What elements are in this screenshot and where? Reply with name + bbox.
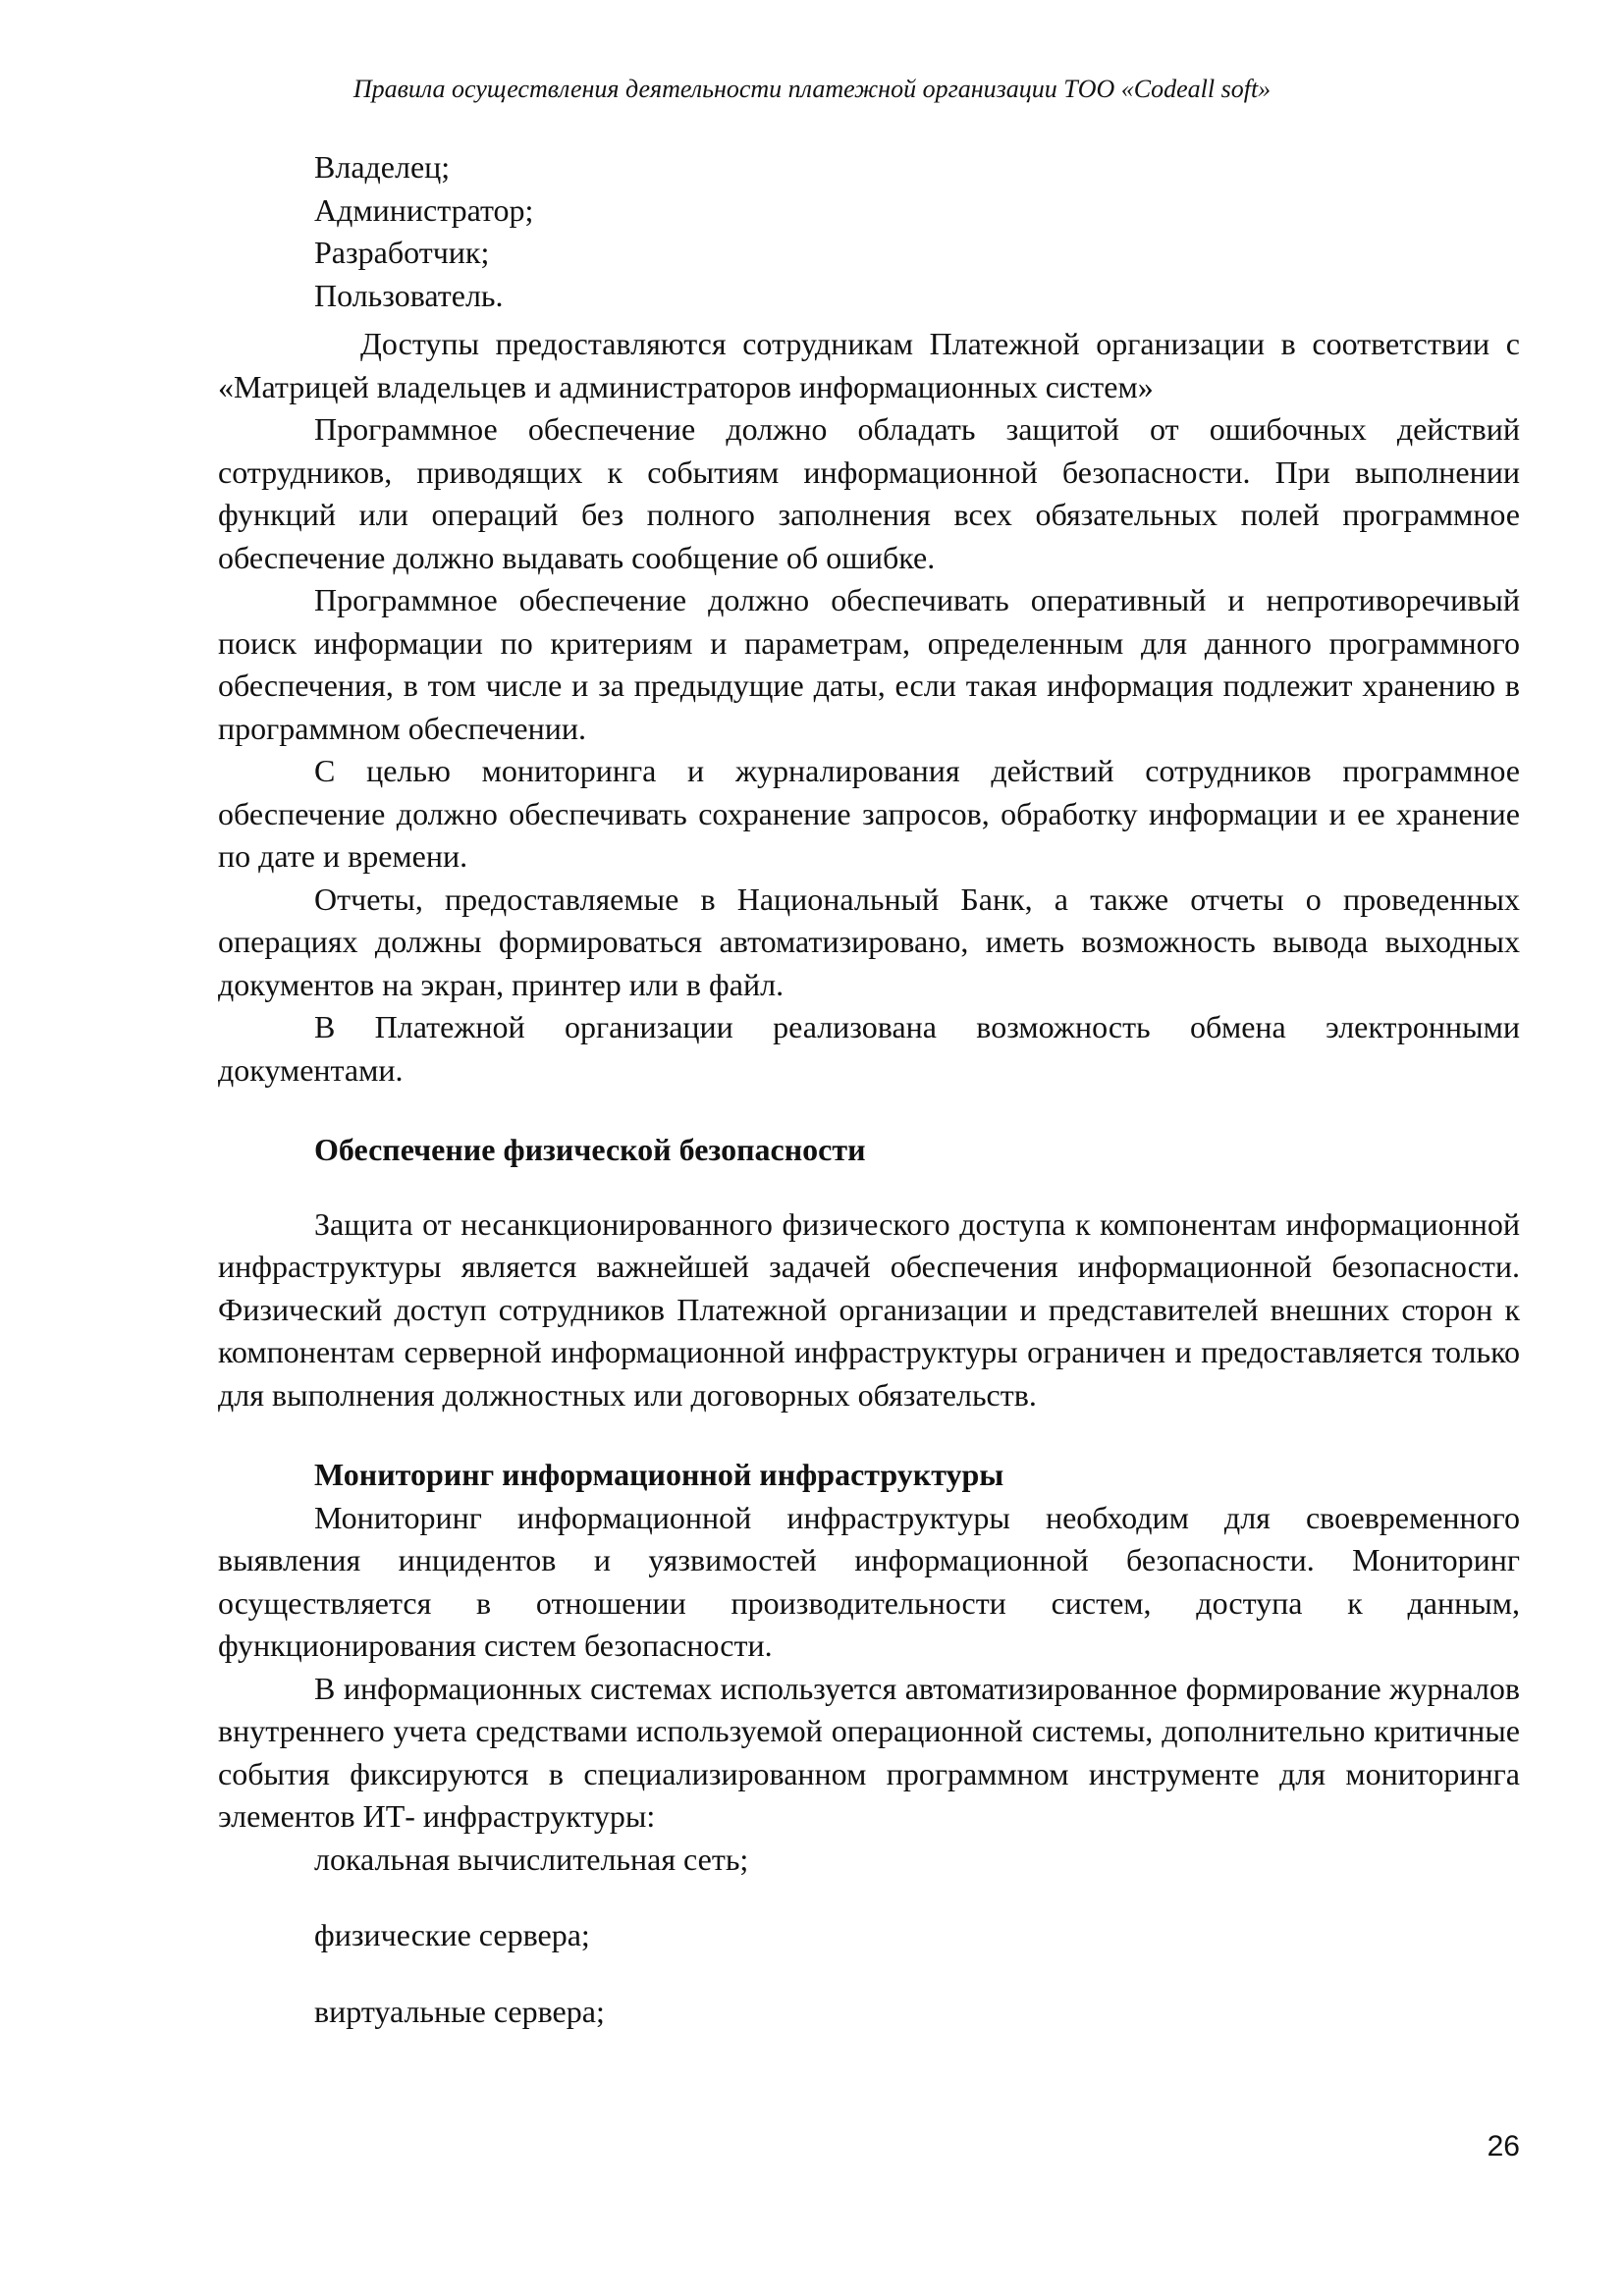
physical-security-heading: Обеспечение физической безопасности [314, 1132, 866, 1167]
search-paragraph: Программное обеспечение должно обеспечивать оперативный и непротиворечивый поиск информации по критериям и параметрам, определенным для данного программного обеспечения, в том числе и за предыдущие даты, если такая информация подлежит хранению в программном обеспечении. [218, 582, 1520, 746]
edocs-paragraph: В Платежной организации реализована возможность обмена электронными документами. [218, 1009, 1520, 1088]
role-item: Разработчик; [314, 235, 490, 270]
monitoring-heading: Мониторинг информационной инфраструктуры [314, 1457, 1004, 1492]
document-body [218, 146, 1520, 2033]
monitoring-paragraph: Мониторинг информационной инфраструктуры необходим для своевременного выявления инцидентов и уязвимостей информационной безопасности. Мониторинг осуществляется в отношении производительности систем, доступа к данным, функционирования систем безопасности. [218, 1499, 1520, 1663]
monitoring-item: виртуальные сервера; [314, 1993, 605, 2029]
reports-paragraph: Отчеты, предоставляемые в Национальный Банк, а также отчеты о проведенных операциях должны формироваться автоматизировано, иметь возможность вывода выходных документов на экран, принтер или в файл. [218, 881, 1520, 1002]
monitoring-item: физические сервера; [314, 1917, 590, 1952]
access-paragraph: Доступы предоставляются сотрудникам Платежной организации в соответствии с «Матрицей владельцев и администраторов информационных систем» [218, 326, 1520, 404]
role-item: Пользователь. [314, 277, 504, 313]
monitoring-item: локальная вычислительная сеть; [314, 1841, 749, 1877]
role-item: Администратор; [314, 191, 534, 228]
page-number: 26 [1487, 2130, 1520, 2163]
journaling-paragraph: С целью мониторинга и журналирования действий сотрудников программное обеспечение должно обеспечивать сохранение запросов, обработку информации и ее хранение по дате и времени. [218, 753, 1520, 874]
software-protection-paragraph: Программное обеспечение должно обладать защитой от ошибочных действий сотрудников, приводящих к событиям информационной безопасности. При выполнении функций или операций без полного заполнения всех обязательных полей программное обеспечение должно выдавать сообщение об ошибке. [218, 411, 1520, 575]
physical-security-paragraph: Защита от несанкционированного физического доступа к компонентам информационной инфраструктуры является важнейшей задачей обеспечения информационной безопасности. Физический доступ сотрудников Платежной организации и представителей внешних сторон к компонентам серверной информационной инфраструктуры ограничен и предоставляется только для выполнения должностных или договорных обязательств. [218, 1205, 1520, 1413]
role-item: Владелец; [314, 149, 451, 185]
page-header: Правила осуществления деятельности платежной организации ТОО «Codeall soft» [352, 75, 1272, 103]
monitoring-logs-paragraph: В информационных системах используется автоматизированное формирование журналов внутреннего учета средствами используемой операционной системы, дополнительно критичные события фиксируются в специализированном программном инструменте для мониторинга элементов ИТ- инфраструктуры: [218, 1670, 1520, 1834]
